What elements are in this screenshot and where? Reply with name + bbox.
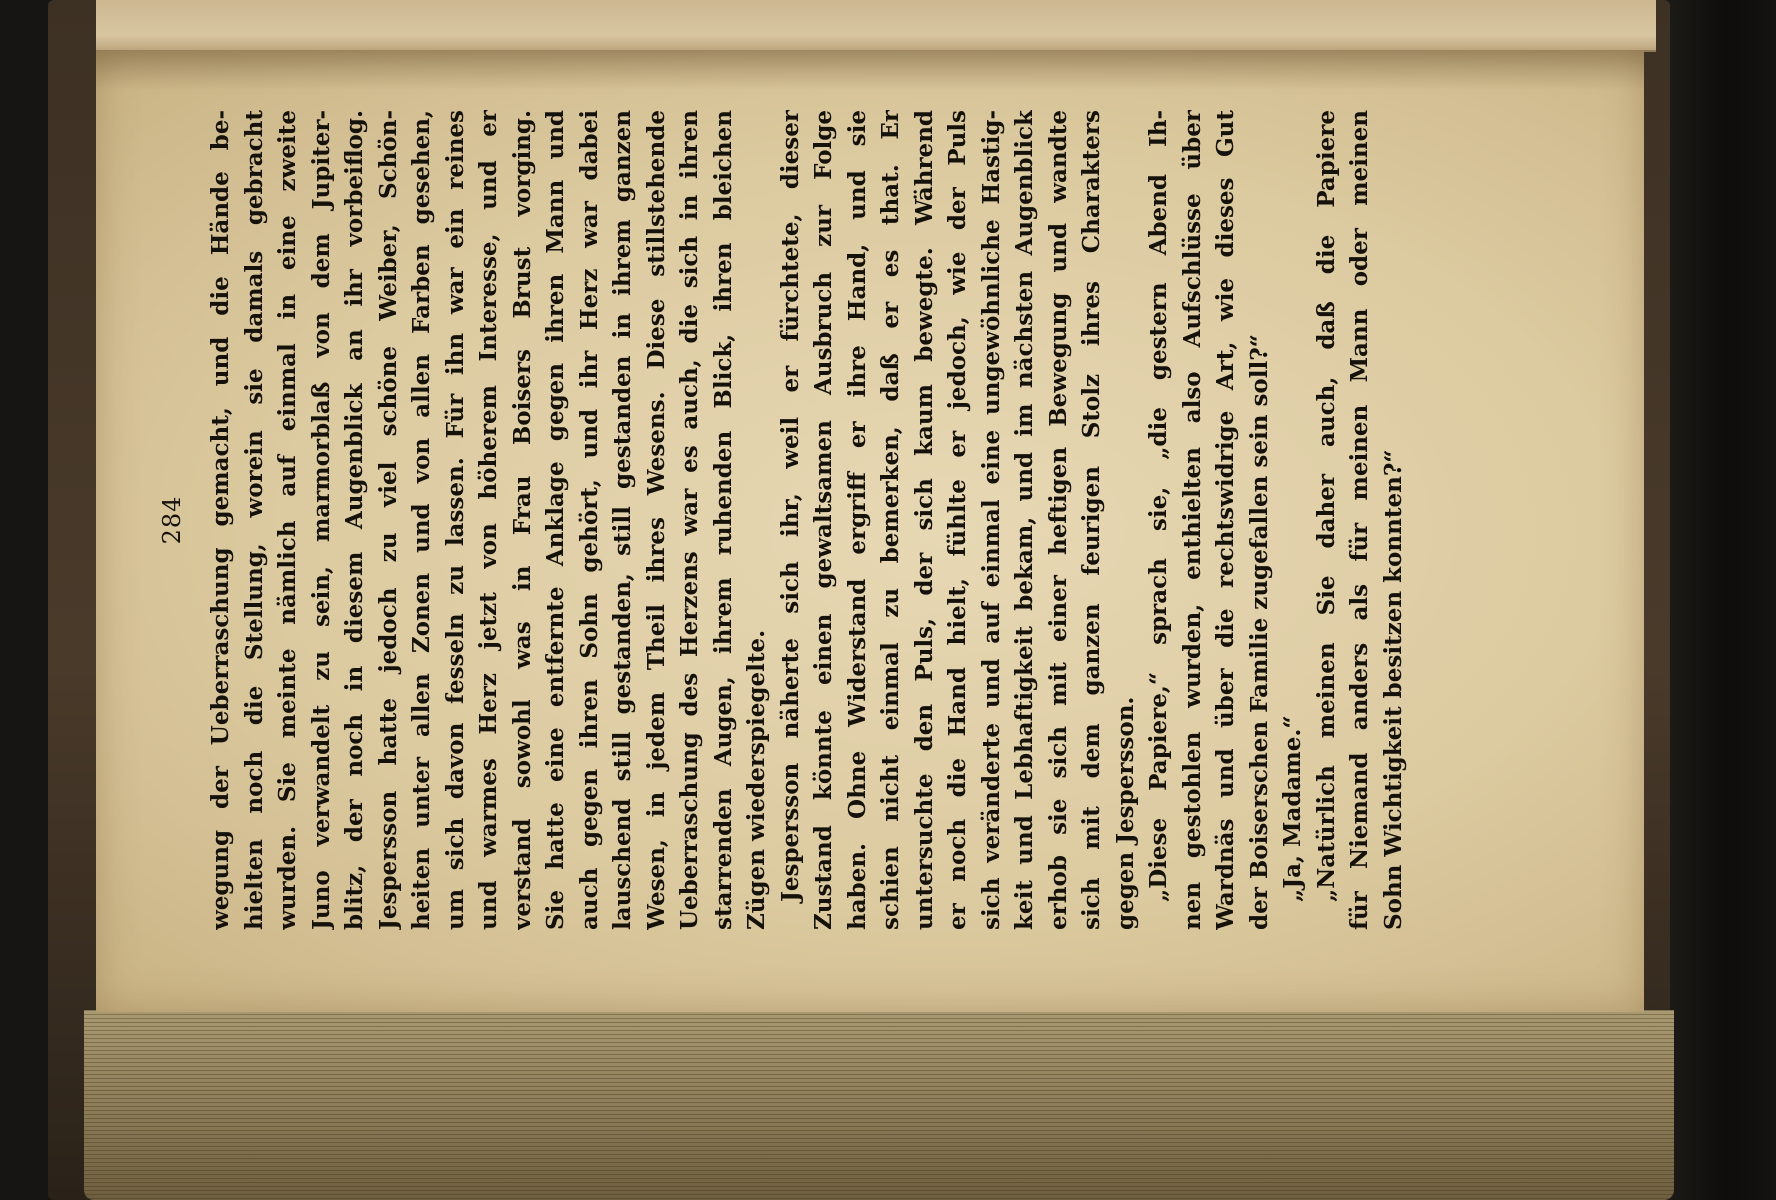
page-number: 284 — [158, 495, 186, 545]
text-line: „Ja, Madame.“ — [1279, 715, 1306, 902]
page-edges — [84, 1010, 1674, 1200]
text-line: Ueberraschung des Herzens war es auch, die sich in ihren — [676, 110, 703, 930]
text-line: Jespersson hatte jedoch zu viel schöne Weiber, Schön- — [374, 110, 402, 930]
text-line: wurden. Sie meinte nämlich auf einmal in eine zweite — [274, 110, 301, 930]
text-line: auch gegen ihren Sohn gehört, und ihr Herz war dabei — [575, 110, 603, 930]
text-line: er noch die Hand hielt, fühlte er jedoch, wie der Puls — [944, 110, 971, 930]
text-line: wegung der Ueberraschung gemacht, und die Hände be- — [207, 110, 234, 930]
text-line: verstand sowohl was in Frau Boisers Brust vorging. — [508, 110, 536, 930]
text-line: Wardnäs und über die rechtswidrige Art, wie dieses Gut — [1212, 110, 1239, 930]
text-line: und warmes Herz jetzt von höherem Interesse, und er — [475, 110, 502, 930]
text-line: für Niemand anders als für meinen Mann oder meinen — [1346, 110, 1373, 930]
text-line: starrenden Augen, ihrem ruhenden Blick, ihren bleichen — [709, 110, 737, 930]
text-line: schien nicht einmal zu bemerken, daß er es that. Er — [877, 110, 904, 930]
text-line: Sie hatte eine entfernte Anklage gegen ihren Mann und — [542, 110, 569, 930]
text-line: erhob sie sich mit einer heftigen Bewegung und wandte — [1044, 110, 1072, 930]
text-line: haben. Ohne Widerstand ergriff er ihre Hand, und sie — [843, 110, 871, 930]
text-line: Zustand könnte einen gewaltsamen Ausbruch zur Folge — [810, 110, 837, 930]
text-line: „Diese Papiere,“ sprach sie, „die gestern Abend Ih- — [1145, 110, 1172, 902]
text-line: hielten noch die Stellung, worein sie damals gebracht — [240, 110, 268, 930]
text-line: sich veränderte und auf einmal eine ungewöhnliche Hastig- — [977, 110, 1005, 930]
text-line: untersuchte den Puls, der sich kaum bewegte. Während — [910, 110, 938, 930]
gutter-shadow — [96, 50, 1644, 90]
text-line: Wesen, in jedem Theil ihres Wesens. Diese stillstehende — [642, 110, 670, 930]
text-line: Zügen wiederspiegelte. — [743, 629, 770, 930]
text-line: „Natürlich meinen Sie daher auch, daß die Papiere — [1312, 110, 1340, 902]
facing-page-edge — [96, 0, 1656, 52]
text-line: um sich davon fesseln zu lassen. Für ihn war ein reines — [441, 110, 469, 930]
text-line: der Boiserschen Familie zugefallen sein soll?“ — [1245, 334, 1273, 930]
text-line: nen gestohlen wurden, enthielten also Aufschlüsse über — [1178, 110, 1206, 930]
text-line: sich mit dem ganzen feurigen Stolz ihres Charakters — [1078, 110, 1105, 930]
text-line: lauschend still gestanden, still gestanden in ihrem ganzen — [609, 110, 636, 930]
text-line: Juno verwandelt zu sein, marmorblaß von dem Jupiter- — [307, 110, 335, 930]
text-line: Sohn Wichtigkeit besitzen konnten?“ — [1379, 449, 1407, 930]
text-line: keit und Lebhaftigkeit bekam, und im nächsten Augenblick — [1011, 110, 1038, 930]
text-line: gegen Jespersson. — [1111, 696, 1139, 930]
text-line: heiten unter allen Zonen und von allen Farben gesehen, — [408, 110, 435, 930]
page-text-block — [150, 110, 1407, 930]
text-line: Jespersson näherte sich ihr, weil er fürchtete, dieser — [776, 110, 804, 902]
text-line: blitz, der noch in diesem Augenblick an ihr vorbeiflog. — [341, 110, 368, 930]
